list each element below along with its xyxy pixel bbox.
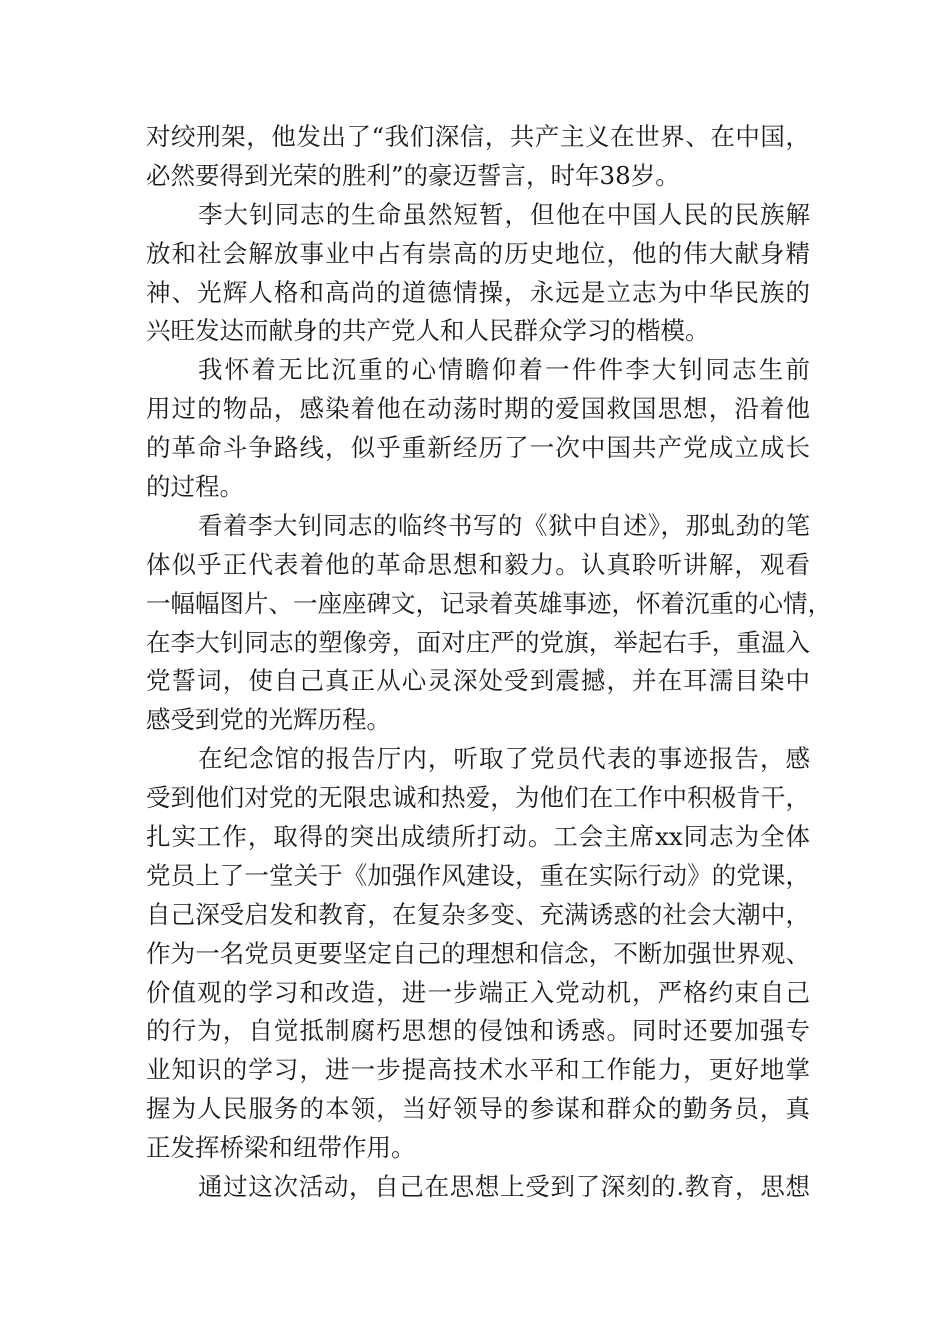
paragraph-first-line: 通过这次活动，自己在思想上受到了深刻的.教育，思想 (198, 1172, 810, 1202)
text-line: 的行为，自觉抵制腐朽思想的侵蚀和诱惑。同时还要加强专 (146, 1016, 810, 1046)
text-line: 业知识的学习，进一步提高技术水平和工作能力，更好地掌 (146, 1055, 810, 1085)
text-line: 神、光辉人格和高尚的道德情操，永远是立志为中华民族的 (146, 277, 810, 307)
text-line: 握为人民服务的本领，当好领导的参谋和群众的勤务员，真 (146, 1094, 810, 1124)
text-line: 的革命斗争路线，似乎重新经历了一次中国共产党成立成长 (146, 433, 810, 463)
text-line: 的过程。 (146, 472, 244, 502)
paragraph-first-line: 李大钊同志的生命虽然短暂，但他在中国人民的民族解 (198, 199, 810, 229)
text-line: 正发挥桥梁和纽带作用。 (146, 1133, 416, 1163)
text-line: 放和社会解放事业中占有崇高的历史地位，他的伟大献身精 (146, 238, 810, 268)
document-body (146, 118, 832, 1207)
paragraph-first-line: 我怀着无比沉重的心情瞻仰着一件件李大钊同志生前 (198, 355, 810, 385)
text-line: 党誓词，使自己真正从心灵深处受到震撼，并在耳濡目染中 (146, 666, 810, 696)
text-line: 党员上了一堂关于《加强作风建设，重在实际行动》的党课， (146, 860, 810, 890)
text-line: 必然要得到光荣的胜利”的豪迈誓言，时年38岁。 (146, 160, 680, 190)
text-line: 用过的物品，感染着他在动荡时期的爱国救国思想，沿着他 (146, 394, 810, 424)
text-line: 对绞刑架，他发出了“我们深信，共产主义在世界、在中国， (146, 122, 810, 151)
text-line: 扎实工作，取得的突出成绩所打动。工会主席xx同志为全体 (146, 822, 810, 852)
text-line: 作为一名党员更要坚定自己的理想和信念，不断加强世界观、 (146, 938, 810, 968)
text-line: 自己深受启发和教育，在复杂多变、充满诱惑的社会大潮中， (146, 899, 810, 929)
paragraph-first-line: 在纪念馆的报告厅内，听取了党员代表的事迹报告，感 (198, 744, 810, 774)
paragraph-first-line: 看着李大钊同志的临终书写的《狱中自述》，那虬劲的笔 (198, 510, 810, 540)
text-line: 价值观的学习和改造，进一步端正入党动机，严格约束自己 (146, 977, 810, 1007)
text-line: 兴旺发达而献身的共产党人和人民群众学习的楷模。 (146, 316, 710, 346)
text-line: 一幅幅图片、一座座碑文，记录着英雄事迹，怀着沉重的心情， (146, 588, 832, 618)
text-line: 感受到党的光辉历程。 (146, 705, 391, 735)
text-line: 体似乎正代表着他的革命思想和毅力。认真聆听讲解，观看 (146, 549, 810, 579)
text-line: 在李大钊同志的塑像旁，面对庄严的党旗，举起右手，重温入 (146, 627, 810, 657)
text-line: 受到他们对党的无限忠诚和热爱，为他们在工作中积极肯干， (146, 783, 810, 813)
